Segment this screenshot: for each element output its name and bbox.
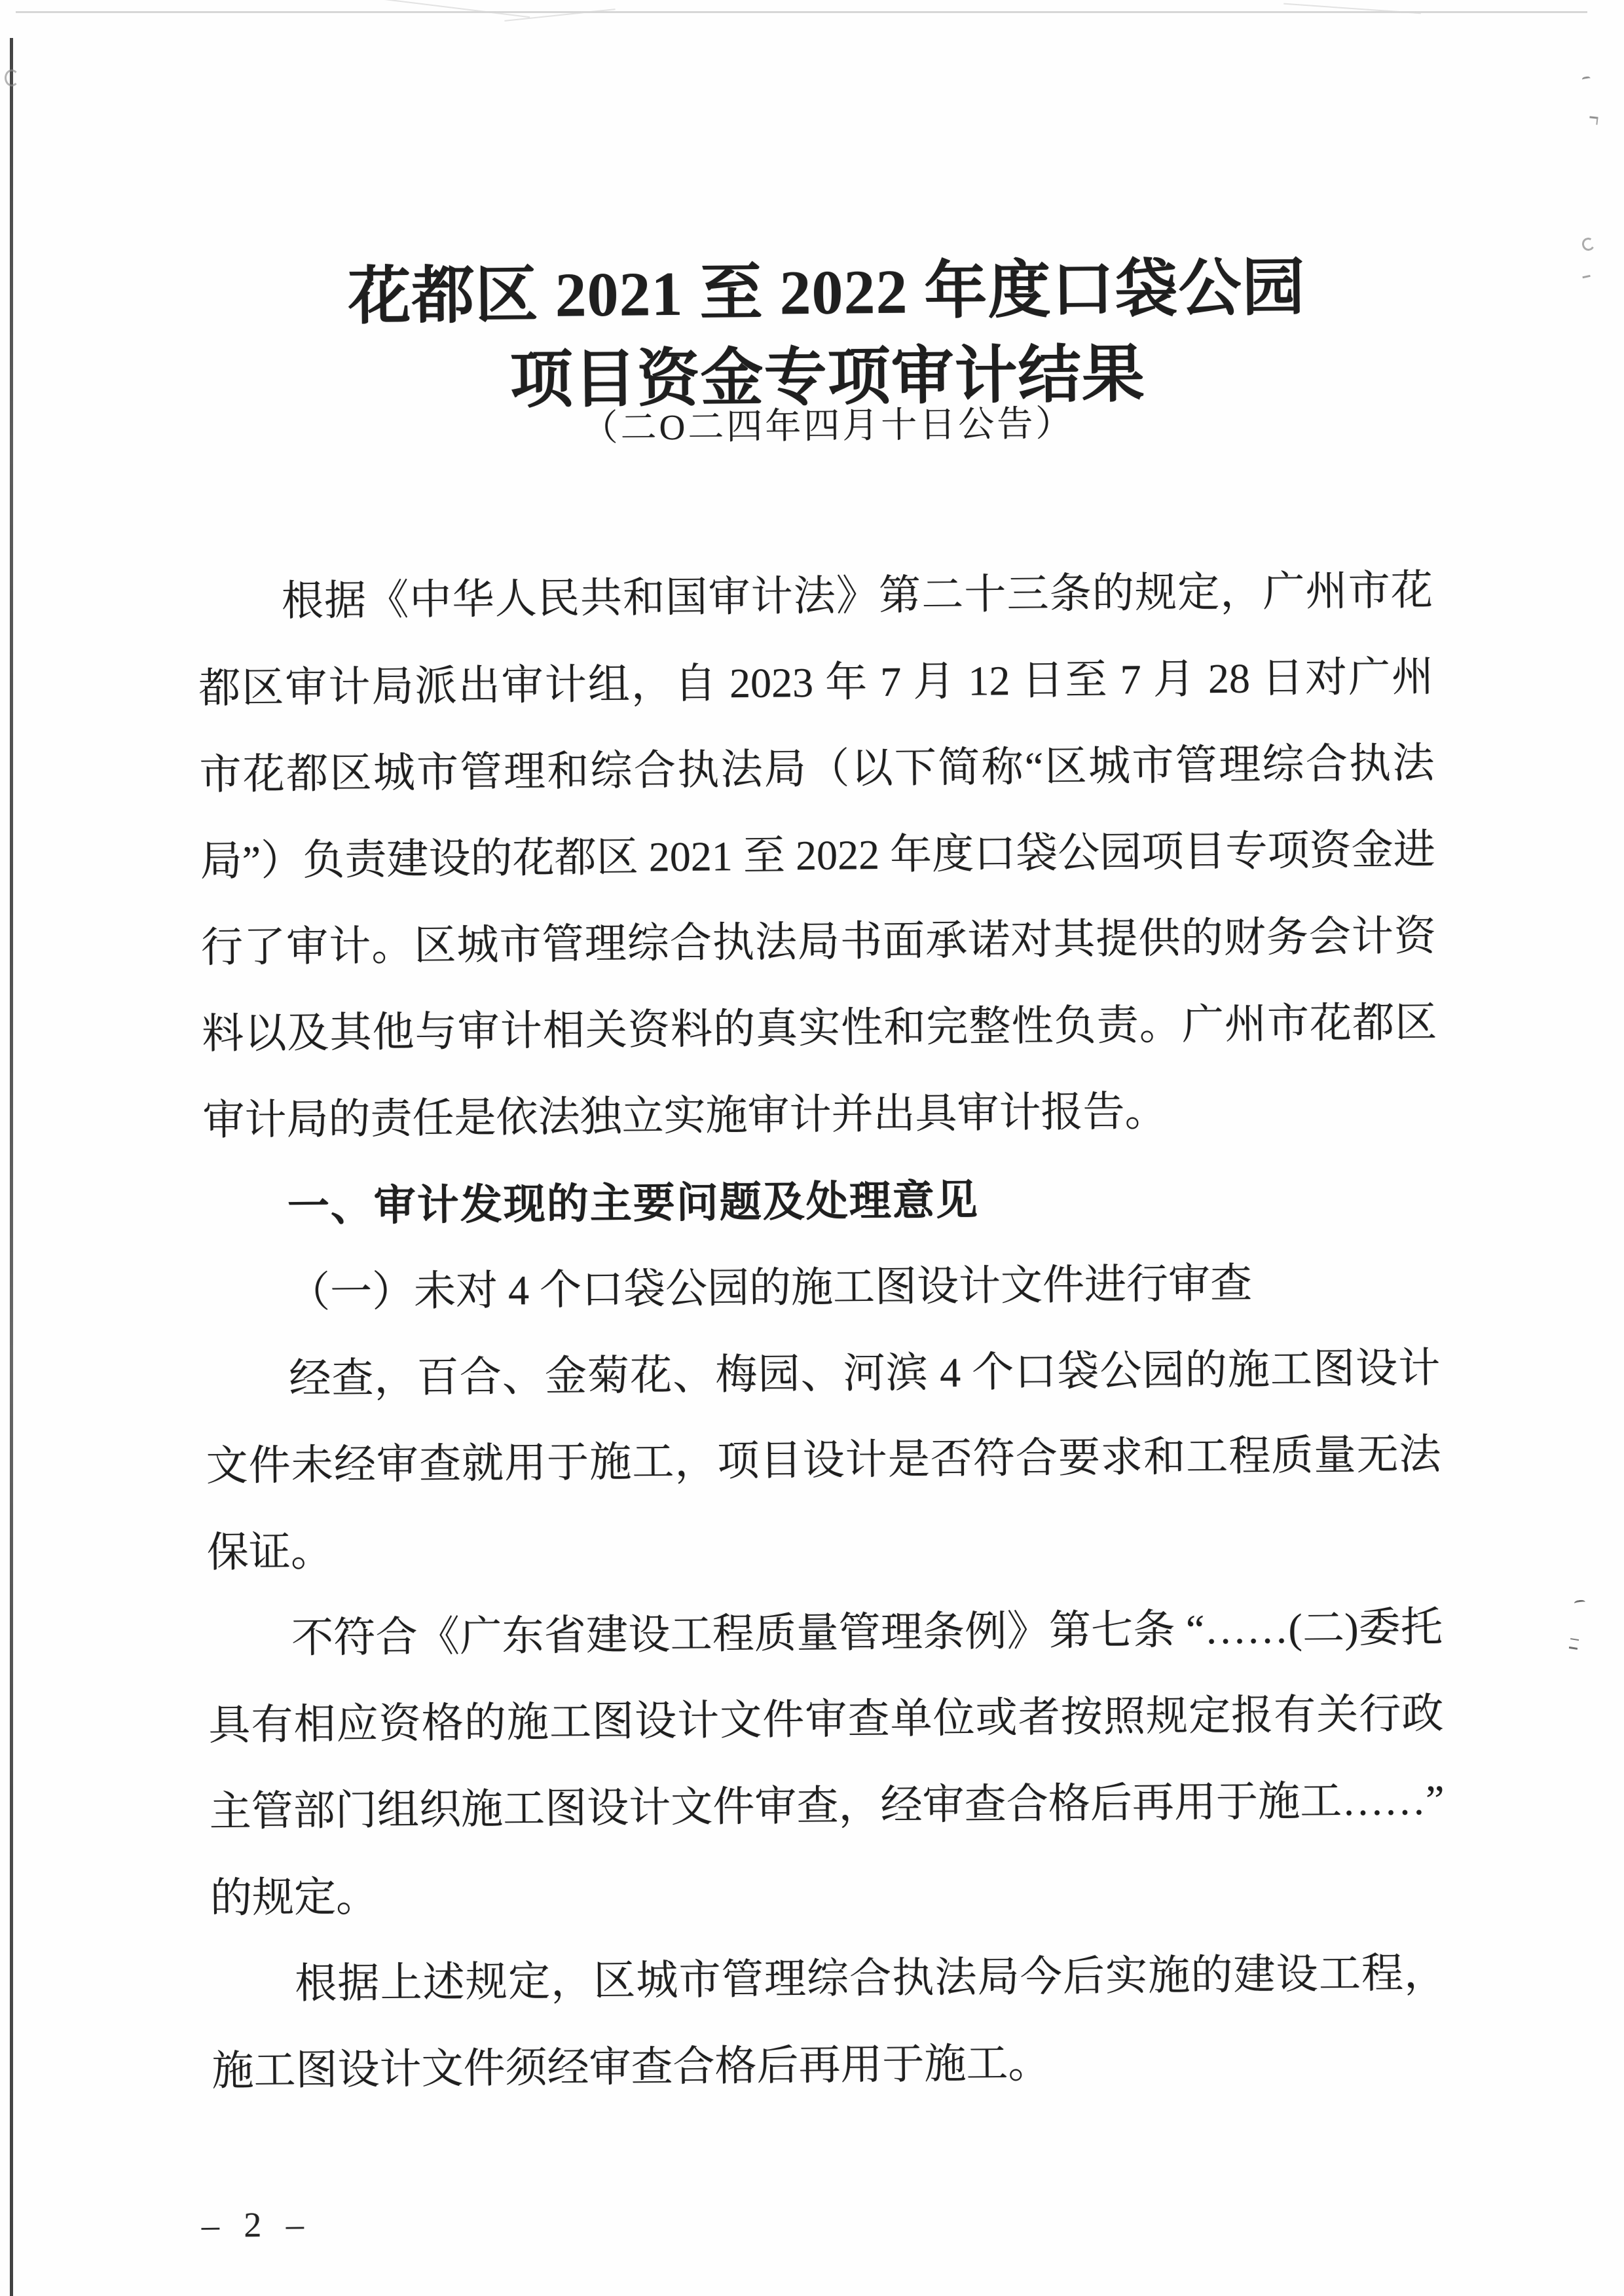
announcement-date-subtitle: （二O二四年四月十日公告） (581, 403, 1075, 448)
section-heading-main-problems: 一、审计发现的主要问题及处理意见 (287, 1176, 980, 1230)
paragraph-regulation-quote: 不符合《广东省建设工程质量管理条例》第七条 “……(二)委托具有相应资格的施工图设计文件审查单位或者按照规定报有关行政主管部门组织施工图设计文件审查，经审查合格后再用于施工……” 的规定。 (208, 1603, 1445, 1922)
paragraph-audit-intro: 根据《中华人民共和国审计法》第二十三条的规定，广州市花都区审计局派出审计组，自 2023 年 7 月 12 日至 7 月 28 日对广州市花都区城市管理和综合执法局（以下简称“区城市管理综合执法局”）负责建设的花都区 2021 至 2022 年度口袋公园项目专项资金进行了审计。区城市管理综合执法局书面承诺对其提供的财务会计资料以及其他与审计相关资料的真实性和完整性负责。广州市花都区审计局的责任是依法独立实施审计并出具审计报告。 (198, 566, 1437, 1144)
paragraph-requirement: 根据上述规定，区城市管理综合执法局今后实施的建设工程，施工图设计文件须经审查合格后再用于施工。 (212, 1949, 1447, 2094)
subsection-heading-design-review: （一）未对 4 个口袋公园的施工图设计文件进行审查 (287, 1260, 1253, 1316)
title-line-2: 项目资金专项审计结果 (509, 339, 1146, 416)
page-number: – 2 – (201, 2204, 307, 2246)
paragraph-finding: 经查，百合、金菊花、梅园、河滨 4 个口袋公园的施工图设计文件未经审查就用于施工，项目设计是否符合要求和工程质量无法保证。 (206, 1344, 1441, 1576)
title-line-1: 花都区 2021 至 2022 年度口袋公园 (348, 253, 1306, 333)
document-body (197, 547, 1447, 2115)
